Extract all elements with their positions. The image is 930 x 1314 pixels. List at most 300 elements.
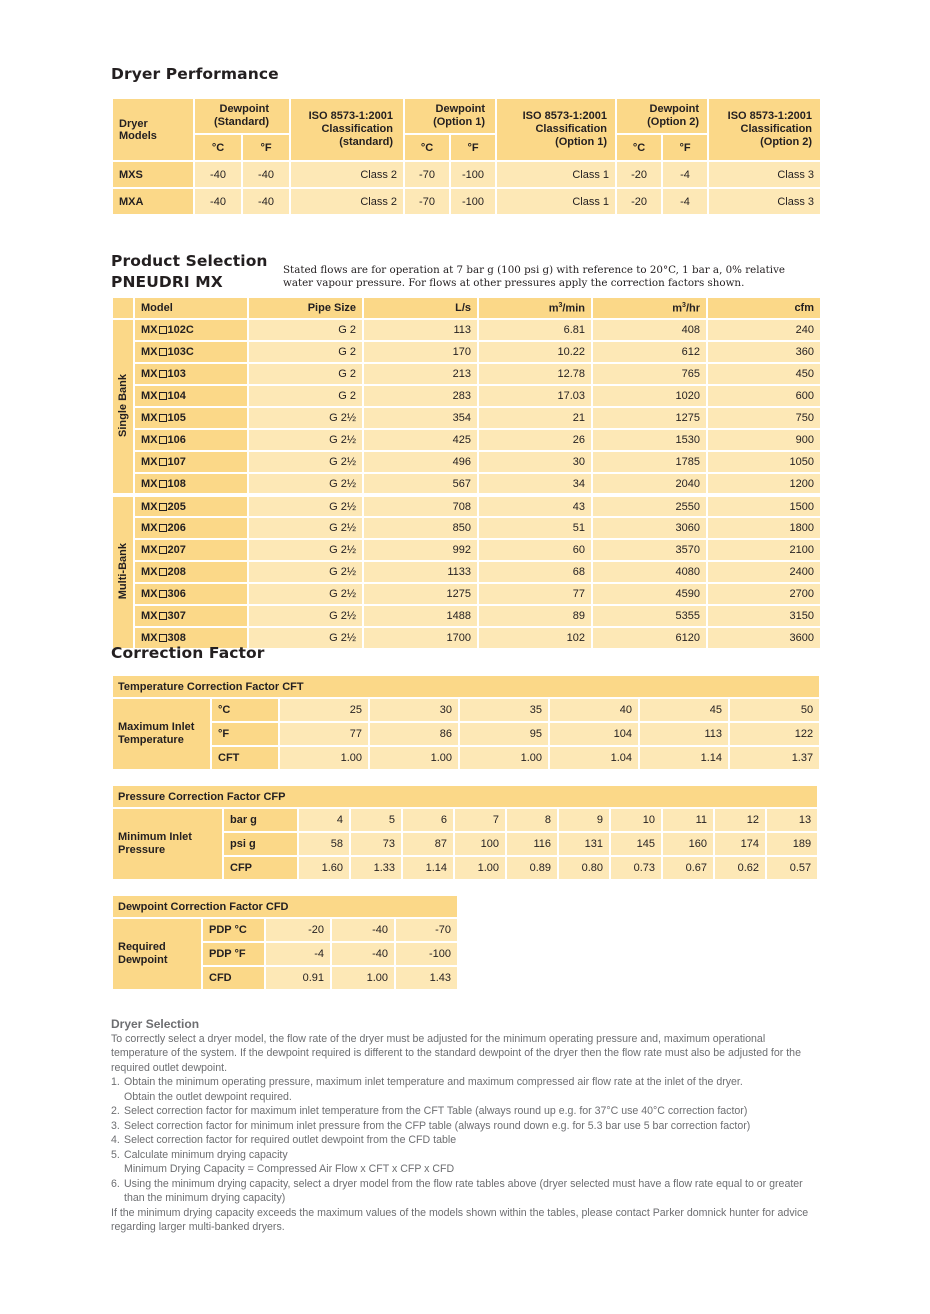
cfp-value: 0.73 bbox=[610, 856, 662, 880]
model-suffix: 206 bbox=[167, 522, 186, 534]
selection-row bbox=[112, 517, 821, 539]
cft-value: 25 bbox=[279, 698, 369, 722]
selection-row bbox=[112, 495, 821, 517]
header-dewpoint-option2: Dewpoint (Option 2) bbox=[616, 98, 708, 134]
flow-ls: 1275 bbox=[363, 583, 478, 605]
cfp-value: 116 bbox=[506, 832, 558, 856]
dryer-selection-steps bbox=[111, 1075, 821, 1206]
flow-ls: 1700 bbox=[363, 627, 478, 649]
selection-header-row bbox=[112, 297, 821, 319]
model-option-box-icon bbox=[159, 634, 167, 642]
flow-m3hr: 2550 bbox=[592, 495, 707, 517]
model-prefix: MX bbox=[141, 477, 158, 490]
selection-row bbox=[112, 561, 821, 583]
dewpoint-std-f: -40 bbox=[242, 161, 290, 188]
selection-step bbox=[111, 1177, 821, 1206]
dryer-performance-table bbox=[111, 97, 822, 216]
iso-class-std: Class 2 bbox=[290, 188, 404, 215]
flow-m3min: 51 bbox=[478, 517, 592, 539]
cft-value: 40 bbox=[549, 698, 639, 722]
header-iso-option2: ISO 8573-1:2001 Classification (Option 2) bbox=[708, 98, 821, 161]
header-iso-option1: ISO 8573-1:2001 Classification (Option 1) bbox=[496, 98, 616, 161]
flow-m3hr: 1785 bbox=[592, 451, 707, 473]
header-model: Model bbox=[134, 297, 248, 319]
flow-m3hr: 4590 bbox=[592, 583, 707, 605]
flow-m3hr: 4080 bbox=[592, 561, 707, 583]
iso-class-opt2: Class 3 bbox=[708, 188, 821, 215]
multi-bank-label: Multi-Bank bbox=[117, 542, 129, 600]
pipe-size: G 2½ bbox=[248, 605, 363, 627]
unit-c: °C bbox=[404, 134, 450, 161]
pipe-size: G 2½ bbox=[248, 627, 363, 649]
dewpoint-opt1-c: -70 bbox=[404, 188, 450, 215]
cfp-title: Pressure Correction Factor CFP bbox=[112, 785, 818, 808]
model-name bbox=[134, 561, 248, 583]
step-number: 1. bbox=[111, 1076, 120, 1088]
pipe-size: G 2½ bbox=[248, 473, 363, 495]
flow-m3hr: 3060 bbox=[592, 517, 707, 539]
step-subtext: Minimum Drying Capacity = Compressed Air Flow x CFT x CFP x CFD bbox=[124, 1163, 455, 1175]
flow-cfm: 240 bbox=[707, 319, 821, 341]
dewpoint-opt1-f: -100 bbox=[450, 161, 496, 188]
model-option-box-icon bbox=[159, 392, 167, 400]
model-prefix: MX bbox=[141, 434, 158, 446]
flow-cfm: 750 bbox=[707, 407, 821, 429]
cfp-value: 87 bbox=[402, 832, 454, 856]
cfd-row-name: CFD bbox=[202, 966, 265, 990]
flow-cfm: 360 bbox=[707, 341, 821, 363]
selection-row bbox=[112, 385, 821, 407]
cft-label: Maximum Inlet Temperature bbox=[112, 698, 211, 770]
flow-m3hr: 5355 bbox=[592, 605, 707, 627]
cft-value: 1.04 bbox=[549, 746, 639, 770]
selection-step bbox=[111, 1075, 821, 1104]
model-option-box-icon bbox=[159, 480, 167, 488]
model-suffix: 105 bbox=[167, 412, 186, 424]
cfp-value: 189 bbox=[766, 832, 818, 856]
flow-ls: 496 bbox=[363, 451, 478, 473]
cfd-value: -70 bbox=[395, 918, 458, 942]
flow-ls: 567 bbox=[363, 473, 478, 495]
flow-m3hr: 1530 bbox=[592, 429, 707, 451]
model-prefix: MX bbox=[141, 610, 158, 622]
selection-step bbox=[111, 1133, 821, 1148]
header-spacer bbox=[112, 297, 134, 319]
model-suffix: 306 bbox=[167, 588, 186, 600]
flow-m3min: 34 bbox=[478, 473, 592, 495]
dryer-performance-title: Dryer Performance bbox=[111, 65, 279, 83]
model-suffix: 208 bbox=[167, 566, 186, 578]
cfd-table bbox=[111, 894, 459, 991]
product-selection-title: Product Selection bbox=[111, 252, 268, 270]
model-suffix: 108 bbox=[167, 477, 186, 490]
dewpoint-opt1-f: -100 bbox=[450, 188, 496, 215]
cfd-title-row bbox=[112, 895, 458, 918]
flow-m3min: 17.03 bbox=[478, 385, 592, 407]
model-option-box-icon bbox=[159, 546, 167, 554]
flow-m3hr: 612 bbox=[592, 341, 707, 363]
model-option-box-icon bbox=[159, 436, 167, 444]
cft-title: Temperature Correction Factor CFT bbox=[112, 675, 820, 698]
selection-step bbox=[111, 1104, 821, 1119]
cfp-label: Minimum Inlet Pressure bbox=[112, 808, 223, 880]
model-option-box-icon bbox=[159, 568, 167, 576]
flow-m3hr: 1275 bbox=[592, 407, 707, 429]
cft-value: 30 bbox=[369, 698, 459, 722]
cfp-value: 73 bbox=[350, 832, 402, 856]
cft-value: 122 bbox=[729, 722, 820, 746]
flow-m3min: 21 bbox=[478, 407, 592, 429]
cfp-value: 160 bbox=[662, 832, 714, 856]
cfp-value: 6 bbox=[402, 808, 454, 832]
model-option-box-icon bbox=[159, 414, 167, 422]
cft-row bbox=[112, 722, 820, 746]
cft-value: 35 bbox=[459, 698, 549, 722]
flow-cfm: 1800 bbox=[707, 517, 821, 539]
step-text: Select correction factor for minimum inlet pressure from the CFP table (always round down e.g. for 5.3 bar use 5 bar correction factor) bbox=[124, 1119, 751, 1132]
model-prefix: MX bbox=[141, 390, 158, 402]
model-name bbox=[134, 319, 248, 341]
flow-m3hr: 765 bbox=[592, 363, 707, 385]
model-name bbox=[134, 583, 248, 605]
cft-row bbox=[112, 746, 820, 770]
model-name bbox=[134, 407, 248, 429]
selection-row bbox=[112, 407, 821, 429]
flow-conditions-note: Stated flows are for operation at 7 bar g (100 psi g) with reference to 20°C, 1 bar a, 0% relative water vapour pressure. For flows at other pressures apply the correction factors shown. bbox=[283, 264, 786, 289]
product-selection-table bbox=[111, 296, 822, 650]
flow-m3min: 30 bbox=[478, 451, 592, 473]
model-name bbox=[134, 341, 248, 363]
model-name bbox=[134, 539, 248, 561]
model-name bbox=[134, 429, 248, 451]
cfd-value: -40 bbox=[331, 918, 395, 942]
iso-class-opt2: Class 3 bbox=[708, 161, 821, 188]
cfd-row-name: PDP °F bbox=[202, 942, 265, 966]
model-option-box-icon bbox=[159, 503, 167, 511]
flow-ls: 213 bbox=[363, 363, 478, 385]
unit-f: °F bbox=[242, 134, 290, 161]
cft-row-name: °F bbox=[211, 722, 279, 746]
unit-c: °C bbox=[616, 134, 662, 161]
selection-row bbox=[112, 473, 821, 495]
flow-m3min: 26 bbox=[478, 429, 592, 451]
header-dryer-models: Dryer Models bbox=[112, 98, 194, 161]
header-ls: L/s bbox=[363, 297, 478, 319]
model-prefix: MX bbox=[141, 500, 158, 513]
step-text: Using the minimum drying capacity, select a dryer model from the flow rate tables above (dryer selected must have a flow rate equal to or greater than the minimum drying capacity) bbox=[124, 1177, 803, 1204]
cft-value: 77 bbox=[279, 722, 369, 746]
cfd-value: 0.91 bbox=[265, 966, 331, 990]
selection-row bbox=[112, 363, 821, 385]
model-name bbox=[134, 473, 248, 495]
model-option-box-icon bbox=[159, 370, 167, 378]
flow-ls: 1133 bbox=[363, 561, 478, 583]
cft-value: 1.14 bbox=[639, 746, 729, 770]
cfp-value: 11 bbox=[662, 808, 714, 832]
dewpoint-std-c: -40 bbox=[194, 161, 242, 188]
model-option-box-icon bbox=[159, 458, 167, 466]
model-option-box-icon bbox=[159, 348, 167, 356]
pipe-size: G 2½ bbox=[248, 407, 363, 429]
flow-cfm: 2700 bbox=[707, 583, 821, 605]
flow-m3min: 10.22 bbox=[478, 341, 592, 363]
flow-m3min: 68 bbox=[478, 561, 592, 583]
model-name bbox=[134, 363, 248, 385]
model-suffix: 104 bbox=[167, 390, 186, 402]
flow-m3min: 89 bbox=[478, 605, 592, 627]
cfd-label: Required Dewpoint bbox=[112, 918, 202, 990]
cfp-value: 0.57 bbox=[766, 856, 818, 880]
model-suffix: 107 bbox=[167, 456, 186, 468]
model-prefix: MX bbox=[141, 566, 158, 578]
model-suffix: 103 bbox=[167, 368, 186, 380]
iso-class-opt1: Class 1 bbox=[496, 188, 616, 215]
model-name bbox=[134, 605, 248, 627]
cfd-value: -20 bbox=[265, 918, 331, 942]
flow-ls: 170 bbox=[363, 341, 478, 363]
cfp-row-name: bar g bbox=[223, 808, 298, 832]
cfp-value: 1.00 bbox=[454, 856, 506, 880]
iso-class-opt1: Class 1 bbox=[496, 161, 616, 188]
cft-value: 104 bbox=[549, 722, 639, 746]
unit-c: °C bbox=[194, 134, 242, 161]
selection-row bbox=[112, 583, 821, 605]
flow-m3min: 43 bbox=[478, 495, 592, 517]
step-text: Select correction factor for required outlet dewpoint from the CFD table bbox=[124, 1134, 457, 1146]
cft-value: 45 bbox=[639, 698, 729, 722]
flow-m3min: 102 bbox=[478, 627, 592, 649]
cfd-row-name: PDP °C bbox=[202, 918, 265, 942]
selection-row bbox=[112, 429, 821, 451]
model-suffix: 106 bbox=[167, 434, 186, 446]
header-m3min: $m^3/\min$ bbox=[478, 297, 592, 319]
selection-row bbox=[112, 539, 821, 561]
header-cfm: cfm bbox=[707, 297, 821, 319]
model-suffix: 308 bbox=[167, 632, 186, 644]
cfp-value: 1.14 bbox=[402, 856, 454, 880]
model-name: MXS bbox=[112, 161, 194, 188]
cfp-row-name: psi g bbox=[223, 832, 298, 856]
pipe-size: G 2½ bbox=[248, 539, 363, 561]
single-bank-label: Single Bank bbox=[117, 373, 129, 437]
cfp-table bbox=[111, 784, 819, 881]
model-name bbox=[134, 385, 248, 407]
performance-row bbox=[112, 161, 821, 188]
flow-ls: 283 bbox=[363, 385, 478, 407]
cft-table bbox=[111, 674, 821, 771]
model-name bbox=[134, 517, 248, 539]
iso-class-std: Class 2 bbox=[290, 161, 404, 188]
flow-m3min: 6.81 bbox=[478, 319, 592, 341]
cfp-value: 0.67 bbox=[662, 856, 714, 880]
dewpoint-opt2-c: -20 bbox=[616, 161, 662, 188]
selection-row bbox=[112, 319, 821, 341]
selection-step bbox=[111, 1148, 821, 1177]
step-text: Select correction factor for maximum inlet temperature from the CFT Table (always round up e.g. for 37°C use 40°C correction factor) bbox=[124, 1105, 748, 1117]
pipe-size: G 2½ bbox=[248, 495, 363, 517]
cfd-title: Dewpoint Correction Factor CFD bbox=[112, 895, 458, 918]
model-name bbox=[134, 495, 248, 517]
dewpoint-opt1-c: -70 bbox=[404, 161, 450, 188]
flow-m3min: 60 bbox=[478, 539, 592, 561]
cfp-value: 100 bbox=[454, 832, 506, 856]
dewpoint-opt2-f: -4 bbox=[662, 161, 708, 188]
cfp-title-row bbox=[112, 785, 818, 808]
flow-m3hr: 1020 bbox=[592, 385, 707, 407]
cft-value: 1.37 bbox=[729, 746, 820, 770]
cfp-value: 1.33 bbox=[350, 856, 402, 880]
model-prefix: MX bbox=[141, 544, 158, 556]
cfd-value: -40 bbox=[331, 942, 395, 966]
step-number: 6. bbox=[111, 1177, 120, 1190]
performance-row bbox=[112, 188, 821, 215]
model-option-box-icon bbox=[159, 524, 167, 532]
flow-cfm: 900 bbox=[707, 429, 821, 451]
cfp-value: 12 bbox=[714, 808, 766, 832]
flow-cfm: 1500 bbox=[707, 495, 821, 517]
flow-m3hr: 408 bbox=[592, 319, 707, 341]
flow-cfm: 3600 bbox=[707, 627, 821, 649]
flow-ls: 708 bbox=[363, 495, 478, 517]
model-suffix: 102C bbox=[167, 324, 194, 336]
cfp-value: 0.89 bbox=[506, 856, 558, 880]
cfp-value: 4 bbox=[298, 808, 350, 832]
dewpoint-opt2-f: -4 bbox=[662, 188, 708, 215]
cft-row bbox=[112, 698, 820, 722]
model-suffix: 205 bbox=[167, 500, 186, 513]
cfp-value: 5 bbox=[350, 808, 402, 832]
model-name: MXA bbox=[112, 188, 194, 215]
cft-row-name: °C bbox=[211, 698, 279, 722]
flow-m3min: 77 bbox=[478, 583, 592, 605]
model-suffix: 207 bbox=[167, 544, 186, 556]
cft-value: 95 bbox=[459, 722, 549, 746]
pipe-size: G 2½ bbox=[248, 517, 363, 539]
cfp-value: 145 bbox=[610, 832, 662, 856]
selection-row bbox=[112, 605, 821, 627]
cft-title-row bbox=[112, 675, 820, 698]
model-suffix: 307 bbox=[167, 610, 186, 622]
cfd-value: 1.43 bbox=[395, 966, 458, 990]
flow-m3hr: 2040 bbox=[592, 473, 707, 495]
cfp-value: 9 bbox=[558, 808, 610, 832]
pipe-size: G 2½ bbox=[248, 583, 363, 605]
header-dewpoint-standard: Dewpoint (Standard) bbox=[194, 98, 290, 134]
step-text: Calculate minimum drying capacity bbox=[124, 1148, 288, 1161]
cft-value: 50 bbox=[729, 698, 820, 722]
cfp-value: 58 bbox=[298, 832, 350, 856]
flow-ls: 992 bbox=[363, 539, 478, 561]
cfp-value: 8 bbox=[506, 808, 558, 832]
cfp-value: 0.80 bbox=[558, 856, 610, 880]
cfp-value: 10 bbox=[610, 808, 662, 832]
header-dewpoint-option1: Dewpoint (Option 1) bbox=[404, 98, 496, 134]
cft-value: 113 bbox=[639, 722, 729, 746]
flow-ls: 850 bbox=[363, 517, 478, 539]
model-prefix: MX bbox=[141, 346, 158, 358]
pipe-size: G 2½ bbox=[248, 429, 363, 451]
cfp-value: 174 bbox=[714, 832, 766, 856]
step-subtext: Obtain the outlet dewpoint required. bbox=[124, 1090, 292, 1103]
flow-cfm: 1050 bbox=[707, 451, 821, 473]
flow-ls: 425 bbox=[363, 429, 478, 451]
model-suffix: 103C bbox=[167, 346, 194, 358]
step-number: 5. bbox=[111, 1148, 120, 1161]
model-prefix: MX bbox=[141, 368, 158, 380]
step-text: Obtain the minimum operating pressure, maximum inlet temperature and maximum compressed air flow rate at the inlet of the dryer. bbox=[124, 1076, 743, 1088]
model-prefix: MX bbox=[141, 588, 158, 600]
correction-factor-title: Correction Factor bbox=[111, 644, 265, 662]
cfp-row-name: CFP bbox=[223, 856, 298, 880]
header-m3hr: $m^3/hr$ bbox=[592, 297, 707, 319]
flow-ls: 354 bbox=[363, 407, 478, 429]
dryer-selection-section bbox=[111, 1017, 821, 1235]
model-prefix: MX bbox=[141, 456, 158, 468]
cfd-value: -100 bbox=[395, 942, 458, 966]
dryer-selection-intro: To correctly select a dryer model, the flow rate of the dryer must be adjusted for the minimum operating pressure and, maximum operational temperature of the system. If the dewpoint required is different to the standard dewpoint of the dryer then the flow rate must also be adjusted for the required outlet dewpoint. bbox=[111, 1032, 801, 1074]
cft-value: 86 bbox=[369, 722, 459, 746]
flow-m3hr: 3570 bbox=[592, 539, 707, 561]
flow-cfm: 450 bbox=[707, 363, 821, 385]
flow-ls: 1488 bbox=[363, 605, 478, 627]
model-prefix: MX bbox=[141, 632, 158, 644]
cfp-value: 13 bbox=[766, 808, 818, 832]
model-option-box-icon bbox=[159, 590, 167, 598]
cfd-value: 1.00 bbox=[331, 966, 395, 990]
step-number: 4. bbox=[111, 1134, 120, 1146]
selection-row bbox=[112, 451, 821, 473]
product-selection-subtitle: PNEUDRI MX bbox=[111, 273, 223, 291]
cfp-row bbox=[112, 808, 818, 832]
model-option-box-icon bbox=[159, 326, 167, 334]
cfp-value: 7 bbox=[454, 808, 506, 832]
dewpoint-std-c: -40 bbox=[194, 188, 242, 215]
dryer-selection-title: Dryer Selection bbox=[111, 1017, 200, 1031]
flow-cfm: 600 bbox=[707, 385, 821, 407]
model-name bbox=[134, 451, 248, 473]
flow-cfm: 3150 bbox=[707, 605, 821, 627]
selection-row bbox=[112, 341, 821, 363]
cft-value: 1.00 bbox=[279, 746, 369, 770]
flow-cfm: 2100 bbox=[707, 539, 821, 561]
unit-f: °F bbox=[662, 134, 708, 161]
header-iso-standard: ISO 8573-1:2001 Classification (standard) bbox=[290, 98, 404, 161]
cfp-value: 131 bbox=[558, 832, 610, 856]
cfd-value: -4 bbox=[265, 942, 331, 966]
flow-cfm: 1200 bbox=[707, 473, 821, 495]
pipe-size: G 2½ bbox=[248, 451, 363, 473]
dewpoint-opt2-c: -20 bbox=[616, 188, 662, 215]
cft-value: 1.00 bbox=[369, 746, 459, 770]
cfp-value: 0.62 bbox=[714, 856, 766, 880]
cfp-value: 1.60 bbox=[298, 856, 350, 880]
cft-value: 1.00 bbox=[459, 746, 549, 770]
cft-row-name: CFT bbox=[211, 746, 279, 770]
flow-m3min: 12.78 bbox=[478, 363, 592, 385]
model-option-box-icon bbox=[159, 612, 167, 620]
model-prefix: MX bbox=[141, 324, 158, 336]
group-label-multi bbox=[112, 495, 134, 649]
pipe-size: G 2½ bbox=[248, 561, 363, 583]
flow-m3hr: 6120 bbox=[592, 627, 707, 649]
unit-f: °F bbox=[450, 134, 496, 161]
step-number: 3. bbox=[111, 1119, 120, 1132]
header-pipe-size: Pipe Size bbox=[248, 297, 363, 319]
dewpoint-std-f: -40 bbox=[242, 188, 290, 215]
model-prefix: MX bbox=[141, 412, 158, 424]
cfd-row bbox=[112, 918, 458, 942]
pipe-size: G 2 bbox=[248, 319, 363, 341]
